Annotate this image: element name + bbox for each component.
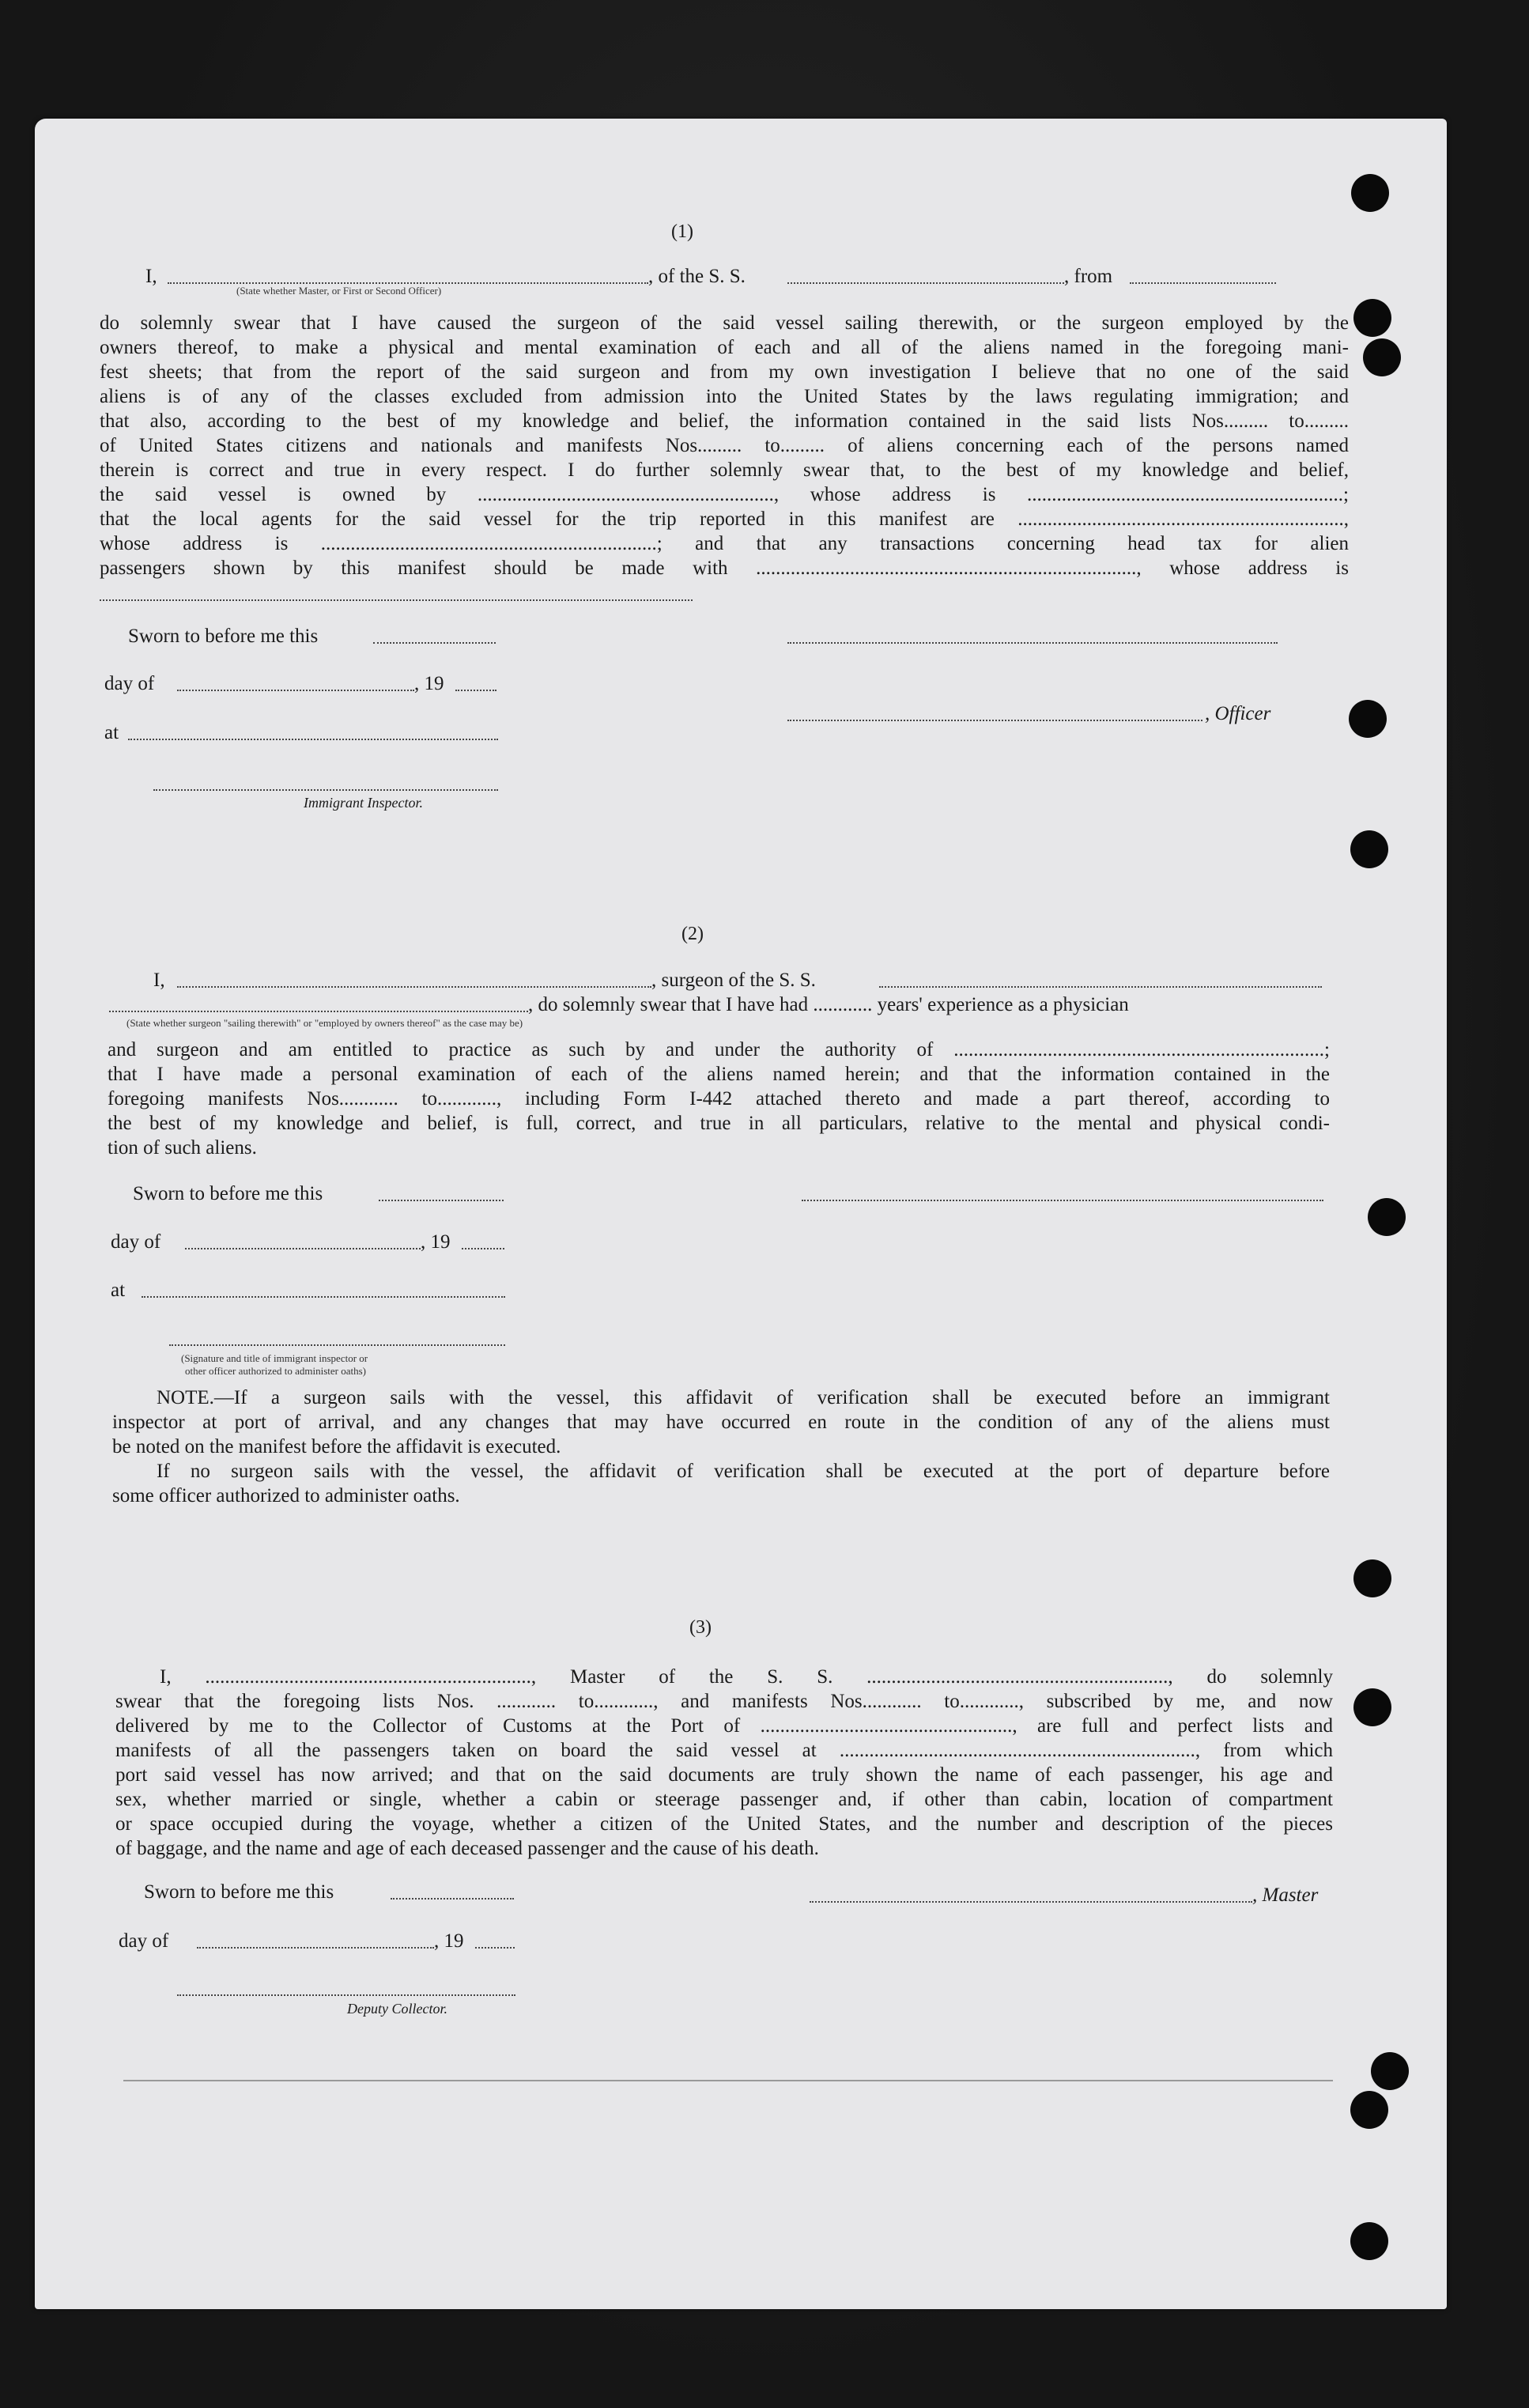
departure-port-field[interactable] xyxy=(1130,282,1276,284)
s3-master-label: , Master xyxy=(1252,1884,1319,1906)
punch-hole xyxy=(1350,2222,1388,2260)
s1-at: at xyxy=(104,722,119,743)
s3-nineteen: , 19 xyxy=(434,1930,464,1952)
s2-sworn: Sworn to before me this xyxy=(133,1183,323,1204)
s1-line: passengers shown by this manifest should be made with ............................................................................., whose address is xyxy=(100,558,1349,579)
s1-line: that also, according to the best of my knowledge and belief, the information contained in the said lists Nos......... to......... xyxy=(100,410,1349,432)
s2-at: at xyxy=(111,1280,126,1301)
s3-line: manifests of all the passengers taken on board the said vessel at ........................................................................, from which xyxy=(115,1740,1333,1761)
s2-line: and surgeon and am entitled to practice as such by and under the authority of ...........................................................................; xyxy=(108,1039,1330,1060)
s1-body xyxy=(100,311,1349,580)
s2-year-field[interactable] xyxy=(462,1248,504,1249)
s1-day-field[interactable] xyxy=(177,690,414,691)
s1-officer-label: , Officer xyxy=(1205,703,1271,724)
punch-hole xyxy=(1353,1559,1391,1597)
vessel-name-field[interactable] xyxy=(787,282,1064,284)
s1-line: fest sheets; that from the report of the said surgeon and from my own investigation I believe that no one of the said xyxy=(100,361,1349,383)
s3-day-of: day of xyxy=(119,1930,169,1952)
s1-day-of: day of xyxy=(104,673,155,694)
punch-hole xyxy=(1350,2091,1388,2129)
s3-body xyxy=(115,1665,1333,1861)
punch-hole xyxy=(1349,700,1387,738)
punch-hole xyxy=(1350,830,1388,868)
s1-at-field[interactable] xyxy=(128,739,498,740)
s3-collector-signature-line[interactable] xyxy=(177,1994,515,1996)
s2-note-line: be noted on the manifest before the affidavit is executed. xyxy=(112,1436,561,1457)
s1-line: owners thereof, to make a physical and mental examination of each and all of the aliens named in the foregoing mani- xyxy=(100,337,1349,358)
s2-nineteen: , 19 xyxy=(421,1231,451,1253)
s2-note-line: If no surgeon sails with the vessel, the affidavit of verification shall be executed at the port of departure before xyxy=(157,1461,1330,1482)
s3-collector-label: Deputy Collector. xyxy=(347,2001,447,2017)
s2-sig-note-2: other officer authorized to administer oaths) xyxy=(185,1365,366,1377)
s1-line: do solemnly swear that I have caused the surgeon of the said vessel sailing therewith, or the surgeon employed by the xyxy=(100,312,1349,334)
s2-second-line: , do solemnly swear that I have had ............ years' experience as a physician xyxy=(528,994,1129,1015)
s1-line: aliens is of any of the classes excluded from admission into the United States by the laws regulating immigration; and xyxy=(100,386,1349,407)
s3-sworn: Sworn to before me this xyxy=(144,1881,334,1903)
s2-line: that I have made a personal examination of each of the aliens named herein; and that the information contained in the xyxy=(108,1064,1330,1085)
s1-inspector-signature-line[interactable] xyxy=(153,789,498,791)
s1-sworn: Sworn to before me this xyxy=(128,626,319,647)
s1-officer-name-line[interactable] xyxy=(787,720,1202,721)
s2-line: tion of such aliens. xyxy=(108,1137,257,1159)
s2-day-field[interactable] xyxy=(185,1248,421,1249)
section-2-number: (2) xyxy=(681,924,704,944)
s1-line: that the local agents for the said vessel for the trip reported in this manifest are .................................................................., xyxy=(100,508,1349,530)
punch-hole xyxy=(1368,1198,1406,1236)
punch-hole xyxy=(1363,338,1401,376)
s2-vessel-field[interactable] xyxy=(879,986,1322,988)
s2-surgeon-signature-line[interactable] xyxy=(802,1200,1323,1201)
s3-line: of baggage, and the name and age of each deceased passenger and the cause of his death. xyxy=(115,1838,819,1859)
surgeon-status-field[interactable] xyxy=(109,1011,528,1012)
s1-rank-note: (State whether Master, or First or Second Officer) xyxy=(236,285,442,297)
s1-line: the said vessel is owned by ............................................................, whose address is ................................................................; xyxy=(100,484,1349,505)
s3-day-field[interactable] xyxy=(197,1947,434,1949)
s1-line: whose address is ....................................................................; and that any transactions concerning head tax for alien xyxy=(100,533,1349,554)
s1-nineteen: , 19 xyxy=(414,673,444,694)
s2-day-of: day of xyxy=(111,1231,161,1253)
s1-line: therein is correct and true in every respect. I do further solemnly swear that, to the best of my knowledge and belief, xyxy=(100,459,1349,481)
s2-at-field[interactable] xyxy=(142,1296,505,1298)
bottom-rule xyxy=(123,2080,1333,2081)
s2-note xyxy=(112,1385,1330,1508)
s3-master-signature-line[interactable] xyxy=(810,1901,1252,1903)
s3-line: delivered by me to the Collector of Customs at the Port of ..................................................., are full and perfect lists and xyxy=(115,1715,1333,1737)
s1-inspector-label: Immigrant Inspector. xyxy=(304,795,423,811)
s1-lead: I, xyxy=(145,266,157,287)
s3-sworn-field[interactable] xyxy=(391,1898,514,1900)
s1-line: of United States citizens and nationals and manifests Nos......... to......... of aliens concerning each of the persons named xyxy=(100,435,1349,456)
section-3-number: (3) xyxy=(689,1617,712,1638)
s2-line: the best of my knowledge and belief, is full, correct, and true in all particulars, relative to the mental and physical condi- xyxy=(108,1113,1330,1134)
bleed-through-mark xyxy=(74,210,311,233)
s1-year-field[interactable] xyxy=(455,690,496,691)
s2-sig-note-1: (Signature and title of immigrant inspector or xyxy=(181,1352,368,1364)
s2-vessel-label: , surgeon of the S. S. xyxy=(651,970,816,991)
s3-line: swear that the foregoing lists Nos. ............ to............, and manifests Nos............ to............, subscribed by me, and now xyxy=(115,1691,1333,1712)
s2-body xyxy=(108,1038,1330,1160)
s1-from-label: , from xyxy=(1064,266,1113,287)
manifest-page xyxy=(35,119,1447,2309)
s2-note-line: NOTE.—If a surgeon sails with the vessel, this affidavit of verification shall be executed before an immigrant xyxy=(157,1387,1330,1408)
s2-status-note: (State whether surgeon "sailing therewith" or "employed by owners thereof" as the case may be) xyxy=(126,1017,523,1029)
s1-officer-signature-line[interactable] xyxy=(787,642,1278,644)
s2-lead: I, xyxy=(153,970,165,991)
s3-line: I, .................................................................., Master of the S. S. ............................................................., do solemnly xyxy=(160,1666,1333,1688)
punch-hole xyxy=(1351,174,1389,212)
s2-inspector-signature-line[interactable] xyxy=(169,1344,505,1346)
s1-vessel-label: , of the S. S. xyxy=(648,266,746,287)
s1-address-field[interactable] xyxy=(100,599,693,601)
s2-line: foregoing manifests Nos............ to............, including Form I-442 attached thereto and made a part thereof, according to xyxy=(108,1088,1330,1109)
s1-sworn-field[interactable] xyxy=(373,642,496,644)
officer-rank-field[interactable] xyxy=(168,282,648,284)
s3-year-field[interactable] xyxy=(475,1947,515,1949)
punch-hole xyxy=(1353,1688,1391,1726)
s3-line: port said vessel has now arrived; and that on the said documents are truly shown the name of each passenger, his age and xyxy=(115,1764,1333,1786)
s3-line: or space occupied during the voyage, whether a citizen of the United States, and the number and description of the pieces xyxy=(115,1813,1333,1835)
surgeon-name-field[interactable] xyxy=(177,986,651,988)
s2-note-line: some officer authorized to administer oaths. xyxy=(112,1485,460,1506)
punch-hole xyxy=(1353,299,1391,337)
s2-note-line: inspector at port of arrival, and any changes that may have occurred en route in the condition of any of the aliens must xyxy=(112,1412,1330,1433)
s3-line: sex, whether married or single, whether a cabin or steerage passenger and, if other than cabin, location of compartment xyxy=(115,1789,1333,1810)
section-1-number: (1) xyxy=(671,221,693,242)
s2-sworn-field[interactable] xyxy=(379,1200,504,1201)
punch-hole xyxy=(1371,2052,1409,2090)
